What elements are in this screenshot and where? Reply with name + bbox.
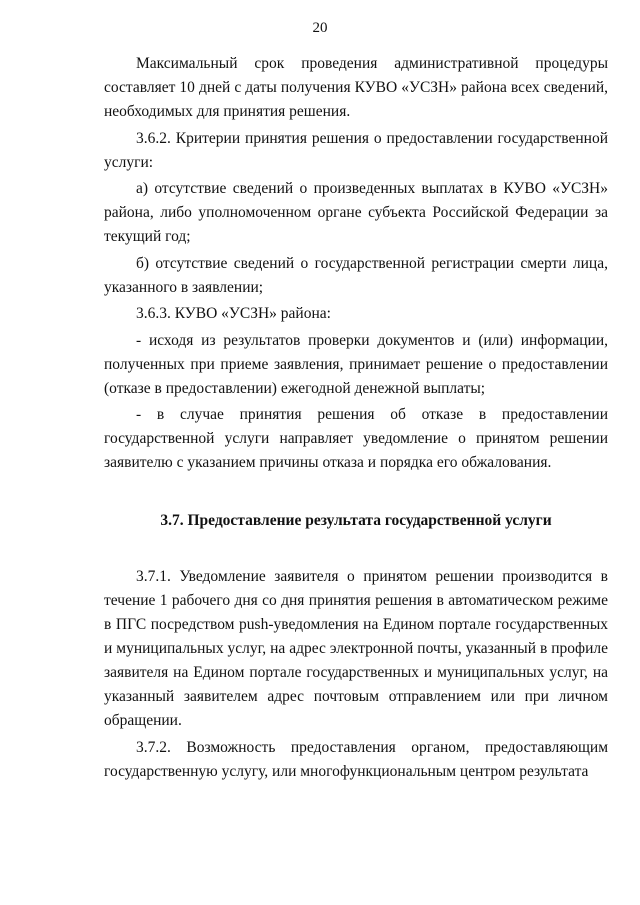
paragraph-bullet-refusal: - в случае принятия решения об отказе в предоставлении государственной услуги направляет уведомление о принятом решении заявителю с указанием причины отказа и порядка его обжалования. — [104, 406, 608, 471]
paragraph-bullet-decision: - исходя из результатов проверки документов и (или) информации, полученных при приеме заявления, принимает решение о предоставлении (отказе в предоставлении) ежегодной денежной выплаты; — [104, 331, 608, 397]
paragraph-3-6-2: 3.6.2. Критерии принятия решения о предоставлении государственной услуги: — [104, 129, 608, 171]
paragraph-3-7-1: 3.7.1. Уведомление заявителя о принятом решении производится в течение 1 рабочего дня со дня принятия решения в автоматическом режиме в ПГС посредством push-уведомления на Едином портале государственных и муниципальных услуг, на адрес электронной почты, указанный в профиле заявителя на Едином портале государственных и муниципальных услуг, на указанный заявителем адрес почтовым отправлением или при личном обращении. — [104, 568, 608, 729]
paragraph-3-7-2: 3.7.2. Возможность предоставления органом, предоставляющим государственную услугу, или многофункциональным центром результата — [104, 738, 608, 780]
paragraph-max-term: Максимальный срок проведения административной процедуры составляет 10 дней с даты получения КУВО «УСЗН» района всех сведений, необходимых для принятия решения. — [104, 55, 608, 120]
section-heading-3-7: 3.7. Предоставление результата государственной услуги — [160, 512, 552, 529]
document-body — [104, 52, 608, 786]
page-number: 20 — [312, 20, 328, 36]
paragraph-criterion-a: а) отсутствие сведений о произведенных выплатах в КУВО «УСЗН» района, либо уполномоченном органе субъекта Российской Федерации за текущий год; — [104, 180, 608, 245]
paragraph-criterion-b: б) отсутствие сведений о государственной регистрации смерти лица, указанного в заявлении; — [104, 254, 608, 296]
paragraph-3-6-3: 3.6.3. КУВО «УСЗН» района: — [136, 305, 331, 322]
